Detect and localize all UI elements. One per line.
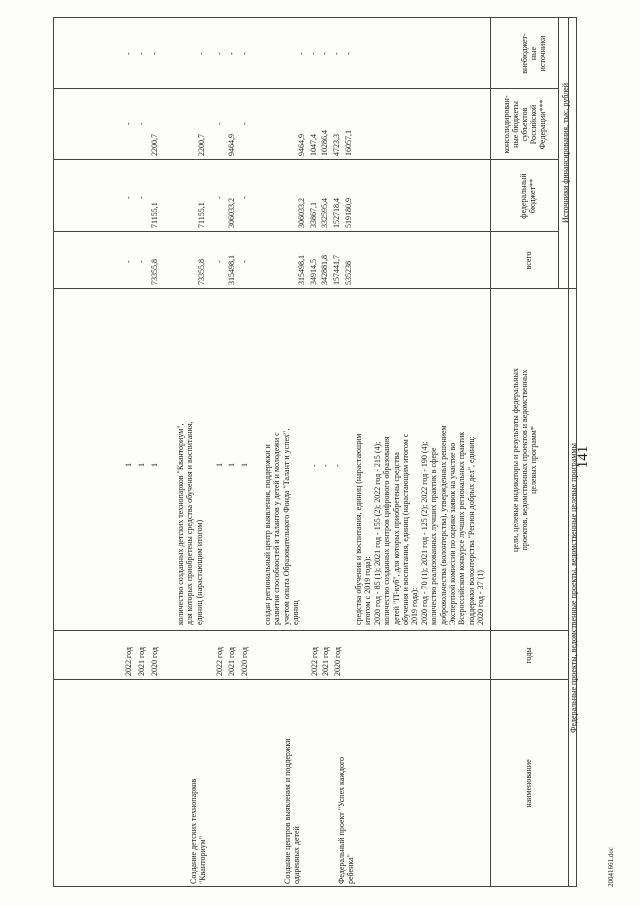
table-cell: - [137, 52, 146, 55]
table-cell: 332595,4 [320, 198, 329, 228]
col-border-regional [53, 88, 558, 89]
table-cell: - [240, 122, 249, 125]
header-regional-line: ные бюджеты [511, 101, 520, 148]
table-cell: 1 [137, 463, 146, 467]
table-cell: 1 [215, 463, 224, 467]
intro-line: количество реализованных лучших практик в сфере [429, 447, 439, 625]
intro-line: средства обучения и воспитания, единиц (нарастающим [354, 433, 363, 625]
header-regional-line: Федерации*** [538, 99, 547, 150]
section2-name [189, 779, 208, 884]
table-cell: - [344, 52, 353, 55]
table-cell: - [197, 52, 206, 55]
header-years: годы [524, 647, 533, 664]
intro-line: Экспертной комиссии по оценке заявок на участие во [448, 442, 458, 625]
section1-name-line: Создание центров выявления и поддержки [283, 738, 292, 884]
table-cell: 71155,1 [197, 202, 206, 228]
table-cell: - [150, 52, 159, 55]
table-cell: 9464,9 [297, 134, 306, 156]
header-indicators [511, 289, 538, 631]
table-row: 2020 год [150, 647, 159, 676]
intro-line: количество созданных центров цифрового образования [382, 436, 392, 625]
rotated-table-sheet [20, 17, 620, 887]
section2-indicator [176, 422, 204, 625]
table-cell: - [309, 52, 318, 55]
table-cell: - [137, 260, 146, 263]
table-cell: - [321, 464, 330, 467]
table-cell: 152718,4 [332, 198, 341, 228]
table-cell: 519180,9 [344, 198, 353, 228]
table-row: 2021 год [137, 647, 146, 676]
header-regional-line: субъектов [520, 107, 529, 142]
intro-line: 2019 года): [410, 587, 420, 625]
table-row: 2022 год [124, 647, 133, 676]
header-indicators-line: целевых программ* [529, 426, 538, 494]
section1-indicator-line: развития способностей и талантов у детей и молодежи с [272, 432, 282, 625]
header-extrabudget [520, 18, 547, 89]
table-cell: - [333, 464, 342, 467]
table-cell: 315498,1 [227, 255, 236, 285]
section2-name-line: "Кванториум" [198, 836, 208, 884]
table-cell: - [215, 196, 224, 199]
table-cell: - [240, 52, 249, 55]
intro-line: 2020 год - 70 (1); 2021 год - 125 (2); 2022 год - 190 (4); [419, 441, 429, 625]
project-name-line: ребенка" [346, 854, 356, 884]
section2-indicator-line: для которых приобретены средства обучения и воспитания, [185, 421, 195, 625]
header-extrabudget-line: источники [538, 35, 547, 72]
table-cell: - [240, 260, 249, 263]
col-left-border [53, 886, 576, 887]
header-bottom-border [490, 17, 491, 887]
financing-subheader-border [558, 17, 559, 289]
header-extrabudget-line: внебюджет- [520, 33, 529, 74]
col-right-border [53, 17, 576, 18]
col-border-name [53, 679, 568, 680]
table-cell: 73355,8 [150, 259, 159, 285]
intro-line: Всероссийском конкурсе лучших региональных практик [457, 431, 467, 625]
section1-indicator [263, 429, 301, 625]
table-cell: - [297, 52, 306, 55]
table-cell: 315498,1 [297, 255, 306, 285]
table-cell: 34914,5 [309, 259, 318, 285]
section2-indicator-line: единиц (нарастающим итогом) [194, 519, 204, 625]
table-cell: 1047,4 [309, 134, 318, 156]
table-cell: 33867,1 [309, 202, 318, 228]
table-cell: 4723,3 [332, 134, 341, 156]
table-cell: - [240, 196, 249, 199]
header-financing-title: Источники финансирования, тыс. рублей [561, 82, 570, 224]
table-cell: - [124, 52, 133, 55]
table-cell: - [124, 260, 133, 263]
table-cell: 2200,7 [197, 134, 206, 156]
intro-indicator-text [354, 425, 486, 625]
intro-line: поддержки волонтерства "Регион добрых дел", единиц: [466, 436, 476, 625]
table-bottom-border [53, 17, 54, 887]
table-cell: - [124, 196, 133, 199]
table-cell: - [215, 260, 224, 263]
table-cell: 535238 [344, 261, 353, 285]
col-border-federal [53, 159, 558, 160]
table-row: 2022 год [215, 647, 224, 676]
header-indicators-line: цели, целевые индикаторы и результаты федеральных [511, 368, 520, 552]
project-name [337, 757, 356, 884]
table-cell: 1 [150, 463, 159, 467]
section1-indicator-line: единиц [291, 600, 301, 625]
table-row: 2020 год [333, 647, 342, 676]
header-federal [519, 160, 537, 232]
col-border-indicators [53, 288, 576, 289]
document-id: 20041661.doc [607, 847, 615, 887]
table-row: 2020 год [240, 647, 249, 676]
header-federal-line: федеральный [519, 173, 528, 219]
table-cell: 1 [227, 463, 236, 467]
header-regional-line: Российской [529, 104, 538, 145]
table-row: 2021 год [227, 647, 236, 676]
section1-indicator-line: учетом опыта Образовательного Фонда "Талант и успех", [281, 428, 291, 625]
section1-indicator-line: создан региональный центр выявления, поддержки и [263, 444, 272, 625]
header-indicators-line: проектов, ведомственных проектов и ведомственных [520, 369, 529, 551]
header-name: наименование [524, 759, 533, 808]
header-regional [502, 89, 547, 160]
table-cell: - [137, 122, 146, 125]
col-border-years [53, 630, 568, 631]
table-cell: 9464,9 [227, 134, 236, 156]
table-cell: 10286,4 [320, 130, 329, 156]
intro-line: 2020 год - 85 (1); 2021 год - 155 (2); 2022 год - 215 (4); [372, 441, 382, 625]
table-cell: 306033,2 [297, 198, 306, 228]
header-total: всего [524, 251, 533, 270]
table-cell: - [215, 52, 224, 55]
table-cell: - [215, 122, 224, 125]
table-cell: 157441,7 [332, 255, 341, 285]
table-cell: 1 [240, 463, 249, 467]
table-cell: 73355,8 [197, 259, 206, 285]
table-cell: 16057,1 [344, 130, 353, 156]
intro-line: итогом с 2019 года): [363, 556, 373, 625]
section2-name-line: Создание детских технопарков [189, 778, 198, 884]
table-cell: 306033,2 [227, 198, 236, 228]
table-cell: - [320, 52, 329, 55]
table-cell: 2200,7 [150, 134, 159, 156]
table-cell: - [124, 122, 133, 125]
project-name-line: Федеральный проект "Успех каждого [337, 756, 346, 884]
header-extrabudget-line: ные [529, 46, 538, 61]
table-cell: - [332, 52, 341, 55]
header-federal-line: бюджет** [528, 178, 537, 214]
table-cell: 342881,8 [320, 255, 329, 285]
table-cell: 1 [124, 463, 133, 467]
table-cell: - [310, 464, 319, 467]
table-cell: 71155,1 [150, 202, 159, 228]
header-group-title: Федеральные проекты, ведомственные проекты, ведомственные целевые программы [569, 443, 578, 733]
section1-name [283, 738, 302, 884]
intro-line: 2020 год - 37 (1) [476, 570, 486, 625]
header-regional-line: консолидирован- [502, 95, 511, 154]
table-cell: - [227, 52, 236, 55]
col-border-total [53, 231, 558, 232]
table-row: 2021 год [321, 647, 330, 676]
intro-line: детей "IT-куб", для которых приобретены средства [391, 452, 401, 625]
section2-indicator-line: количество созданных детских технопарков "Кванториум", [176, 423, 185, 625]
intro-line: добровольчества (волонтерства), утвержденных решением [438, 425, 448, 625]
page-number: 141 [575, 445, 591, 469]
intro-line: обучения и воспитания, единиц (нарастающим итогом с [401, 433, 411, 625]
table-row: 2022 год [310, 647, 319, 676]
section1-name-line: одаренных детей [292, 826, 302, 884]
table-cell: - [137, 196, 146, 199]
